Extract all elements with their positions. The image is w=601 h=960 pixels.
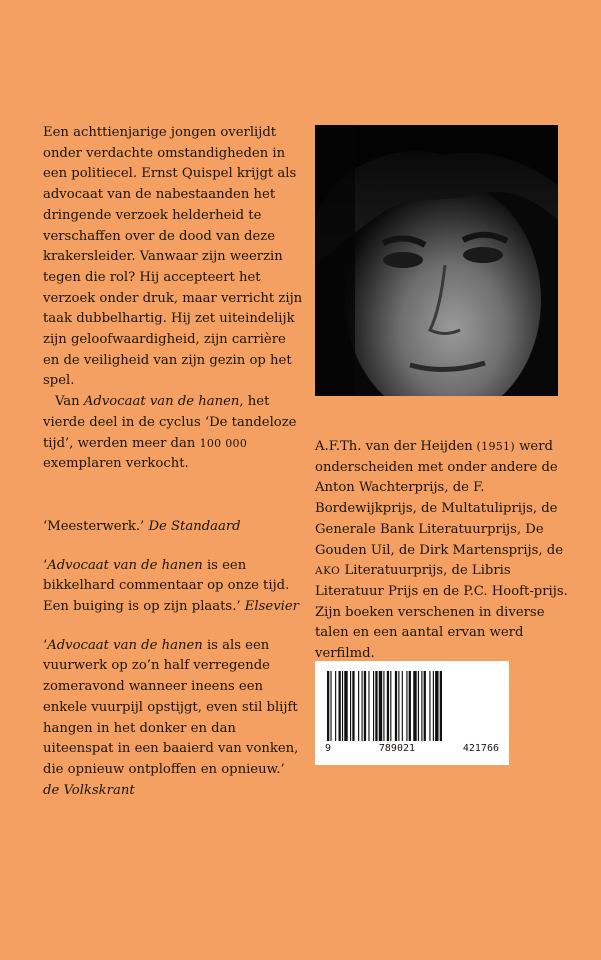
- barcode-bar: [421, 671, 422, 741]
- author-bio-text: A.F.Th. van der Heijden (1951) werd onderscheiden met onder andere de Anton Wachterprijs, de F. Bordewijkprijs, de Multatuliprijs, de Generale Bank Literatuurprijs, De Gouden Uil, de Dirk Martensprijs, de AKO Literatuurprijs, de Libris Literatuur Prijs en de P.C. Hooft-prijs. Zijn boeken verschenen in diverse talen en een aantal ervan werd verfilmd.: [315, 439, 568, 662]
- barcode-bar: [373, 671, 374, 741]
- author-name: A.F.Th. van der Heijden: [315, 439, 473, 454]
- barcode-bar: [390, 671, 391, 741]
- barcode-bar: [364, 671, 366, 741]
- barcode-digits: 9 789021 421766: [325, 743, 499, 754]
- barcode-bar: [440, 671, 442, 741]
- sales-number: 100 000: [199, 436, 248, 450]
- barcode-bar: [358, 671, 359, 741]
- barcode-bar: [379, 671, 382, 741]
- barcode-bar: [429, 671, 430, 741]
- barcode-bar: [402, 671, 403, 741]
- book-title: Advocaat van de hanen: [83, 394, 240, 410]
- barcode-bar: [362, 671, 363, 741]
- barcode-bar: [335, 671, 336, 741]
- barcode-bar: [413, 671, 416, 741]
- barcode-bar: [387, 671, 389, 741]
- author-birth-year: (1951): [472, 440, 515, 453]
- barcode-bar: [327, 671, 329, 741]
- blurb-column: [43, 123, 305, 801]
- barcode-bar: [350, 671, 351, 741]
- barcode-bar: [375, 671, 377, 741]
- quote-source: De Standaard: [148, 518, 241, 534]
- barcode-bar: [383, 671, 384, 741]
- barcode-bar: [395, 671, 397, 741]
- isbn-barcode: [315, 661, 509, 765]
- author-bio: [315, 437, 571, 665]
- barcode-bar: [368, 671, 369, 741]
- barcode-bar: [352, 671, 354, 741]
- barcode-bar: [342, 671, 343, 741]
- author-portrait: [315, 125, 558, 396]
- quote-source: de Volkskrant: [43, 782, 135, 798]
- blurb-paragraph-1: Een achttienjarige jongen overlijdt onder verdachte omstandigheden in een politiecel. Ernst Quispel krijgt als advocaat van de nabestaanden het dringende verzoek helderheid te verschaffen over de dood van deze krakersleider. Vanwaar zijn weerzin tegen die rol? Hij accepteert het verzoek onder druk, maar verricht zijn taak dubbelhartig. Hij zet uiteindelijk zijn geloofwaardigheid, zijn carrière en de veiligheid van zijn gezin op het spel.: [43, 125, 303, 389]
- quote-source: Elsevier: [244, 599, 299, 615]
- barcode-bar: [409, 671, 411, 741]
- barcode-bar: [339, 671, 341, 741]
- review-quote-2: ‘Advocaat van de hanen is een bikkelhard commentaar op onze tijd. Een buiging is op zijn plaats.’ Elsevier: [43, 557, 299, 615]
- blurb-paragraph-2: Van Advocaat van de hanen, het vierde deel in de cyclus ‘De tandeloze tijd’, werden meer dan 100 000 exemplaren verkocht.: [43, 394, 297, 472]
- barcode-bar: [433, 671, 434, 741]
- review-quote-1: ‘Meesterwerk.’ De Standaard: [43, 518, 241, 534]
- barcode-bars: [323, 671, 501, 741]
- barcode-bar: [406, 671, 407, 741]
- barcode-bar: [344, 671, 347, 741]
- author-photo-image: [315, 125, 558, 396]
- barcode-bar: [418, 671, 419, 741]
- barcode-bar: [424, 671, 426, 741]
- barcode-bar: [435, 671, 438, 741]
- barcode-bar: [398, 671, 399, 741]
- review-quote-3: ‘Advocaat van de hanen is als een vuurwerk op zo’n half verregende zomeravond wanneer ineens een enkele vuurpijl opstijgt, even stil blijft hangen in het donker en dan uiteenspat in een baaierd van vonken, die opnieuw ontploffen en opnieuw.’ de Volkskrant: [43, 637, 299, 798]
- barcode-bar: [330, 671, 331, 741]
